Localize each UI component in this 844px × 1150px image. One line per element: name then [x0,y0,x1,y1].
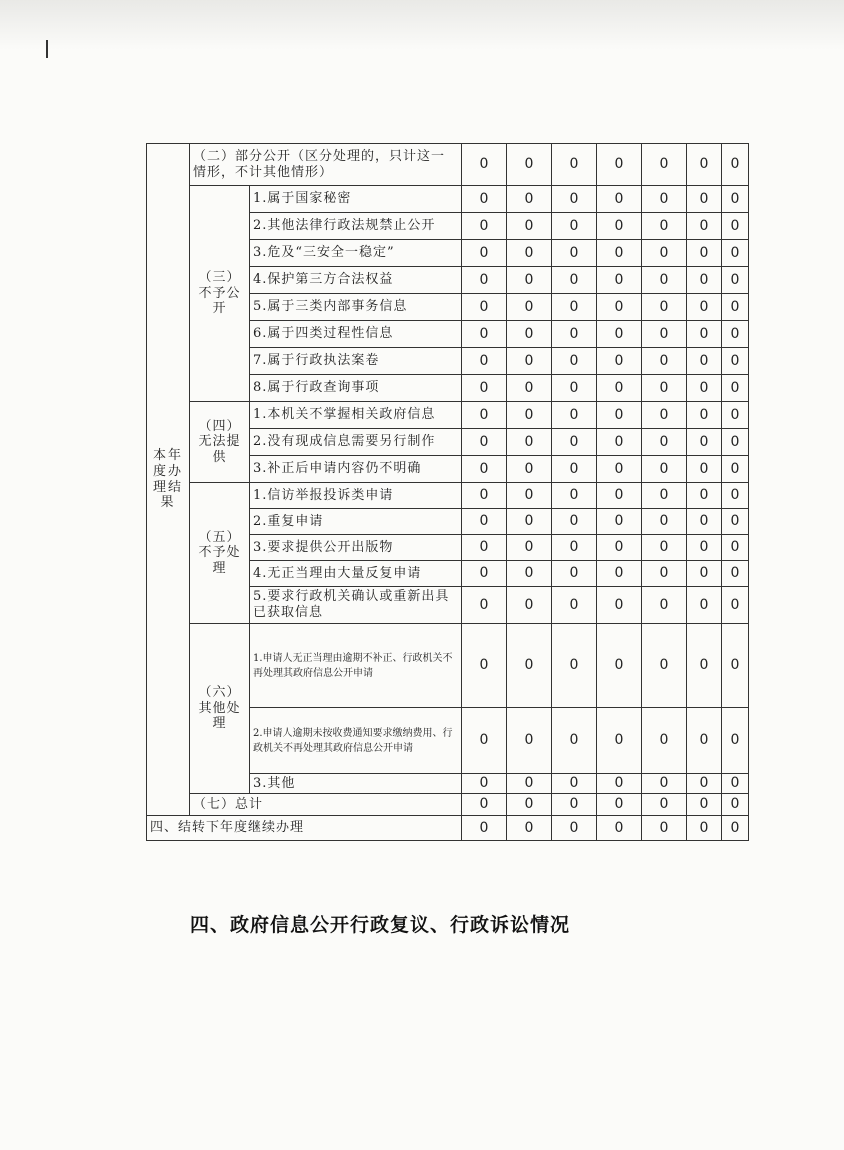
value-cell: 0 [687,794,722,816]
value-cell: 0 [687,456,722,483]
value-cell: 0 [597,144,642,186]
value-cell: 0 [507,816,552,841]
value-cell: 0 [507,561,552,587]
sub-item-label: 2.其他法律行政法规禁止公开 [250,213,462,240]
value-cell: 0 [552,375,597,402]
value-cell: 0 [687,509,722,535]
value-cell: 0 [507,708,552,774]
group-total: （七）总计 [190,794,462,816]
value-cell: 0 [642,321,687,348]
value-cell: 0 [722,587,749,624]
value-cell: 0 [462,375,507,402]
value-cell: 0 [462,708,507,774]
value-cell: 0 [642,213,687,240]
value-cell: 0 [462,816,507,841]
value-cell: 0 [687,774,722,794]
sub-item-label: 3.要求提供公开出版物 [250,535,462,561]
scan-shadow [0,0,844,50]
value-cell: 0 [642,624,687,708]
value-cell: 0 [462,267,507,294]
value-cell: 0 [687,375,722,402]
value-cell: 0 [552,294,597,321]
value-cell: 0 [597,483,642,509]
value-cell: 0 [552,429,597,456]
value-cell: 0 [722,294,749,321]
value-cell: 0 [462,624,507,708]
value-cell: 0 [507,624,552,708]
value-cell: 0 [687,587,722,624]
value-cell: 0 [687,483,722,509]
value-cell: 0 [687,240,722,267]
value-cell: 0 [642,144,687,186]
value-cell: 0 [552,561,597,587]
value-cell: 0 [507,483,552,509]
value-cell: 0 [552,774,597,794]
value-cell: 0 [597,708,642,774]
value-cell: 0 [462,429,507,456]
value-cell: 0 [687,816,722,841]
value-cell: 0 [722,774,749,794]
value-cell: 0 [552,321,597,348]
value-cell: 0 [687,708,722,774]
sub-item-label: 5.要求行政机关确认或重新出具已获取信息 [250,587,462,624]
value-cell: 0 [642,456,687,483]
value-cell: 0 [462,321,507,348]
value-cell: 0 [552,535,597,561]
value-cell: 0 [597,509,642,535]
value-cell: 0 [722,375,749,402]
value-cell: 0 [507,144,552,186]
value-cell: 0 [597,561,642,587]
value-cell: 0 [597,774,642,794]
value-cell: 0 [507,587,552,624]
value-cell: 0 [597,624,642,708]
value-cell: 0 [507,509,552,535]
value-cell: 0 [642,816,687,841]
value-cell: 0 [462,794,507,816]
value-cell: 0 [552,587,597,624]
sub-item-label: 2.申请人逾期未按收费通知要求缴纳费用、行政机关不再处理其政府信息公开申请 [250,708,462,774]
value-cell: 0 [462,774,507,794]
sub-item-label: 1.本机关不掌握相关政府信息 [250,402,462,429]
value-cell: 0 [722,213,749,240]
value-cell: 0 [687,402,722,429]
value-cell: 0 [507,267,552,294]
value-cell: 0 [507,456,552,483]
value-cell: 0 [462,294,507,321]
value-cell: 0 [597,816,642,841]
value-cell: 0 [722,561,749,587]
value-cell: 0 [462,587,507,624]
sub-item-label: 3.其他 [250,774,462,794]
value-cell: 0 [507,794,552,816]
value-cell: 0 [597,587,642,624]
value-cell: 0 [597,213,642,240]
value-cell: 0 [462,456,507,483]
sub-item-label: 1.信访举报投诉类申请 [250,483,462,509]
value-cell: 0 [462,186,507,213]
sub-item-label: 4.保护第三方合法权益 [250,267,462,294]
sub-item-label: 2.重复申请 [250,509,462,535]
sub-item-label: 1.申请人无正当理由逾期不补正、行政机关不再处理其政府信息公开申请 [250,624,462,708]
group-not-processed: （五）不予处理 [190,483,250,624]
value-cell: 0 [642,509,687,535]
carry-over-label: 四、结转下年度继续办理 [147,816,462,841]
value-cell: 0 [687,144,722,186]
group-partial-disclosure: （二）部分公开（区分处理的，只计这一情形，不计其他情形） [190,144,462,186]
value-cell: 0 [722,240,749,267]
value-cell: 0 [552,483,597,509]
value-cell: 0 [552,816,597,841]
value-cell: 0 [642,240,687,267]
header-cell-annual-results: 本年度办理结果 [147,144,190,816]
value-cell: 0 [507,429,552,456]
value-cell: 0 [642,794,687,816]
sub-item-label: 5.属于三类内部事务信息 [250,294,462,321]
value-cell: 0 [597,794,642,816]
value-cell: 0 [642,535,687,561]
value-cell: 0 [597,375,642,402]
value-cell: 0 [722,624,749,708]
value-cell: 0 [462,535,507,561]
value-cell: 0 [552,348,597,375]
value-cell: 0 [642,587,687,624]
sub-item-label: 2.没有现成信息需要另行制作 [250,429,462,456]
value-cell: 0 [597,294,642,321]
value-cell: 0 [687,535,722,561]
value-cell: 0 [597,348,642,375]
value-cell: 0 [462,144,507,186]
value-cell: 0 [507,535,552,561]
value-cell: 0 [507,213,552,240]
value-cell: 0 [687,267,722,294]
value-cell: 0 [722,708,749,774]
sub-item-label: 7.属于行政执法案卷 [250,348,462,375]
value-cell: 0 [597,402,642,429]
value-cell: 0 [462,213,507,240]
value-cell: 0 [642,774,687,794]
value-cell: 0 [462,483,507,509]
value-cell: 0 [462,561,507,587]
value-cell: 0 [552,267,597,294]
value-cell: 0 [642,294,687,321]
value-cell: 0 [687,429,722,456]
value-cell: 0 [687,213,722,240]
value-cell: 0 [722,429,749,456]
value-cell: 0 [507,294,552,321]
value-cell: 0 [507,375,552,402]
value-cell: 0 [597,321,642,348]
value-cell: 0 [722,483,749,509]
value-cell: 0 [722,402,749,429]
value-cell: 0 [552,456,597,483]
value-cell: 0 [642,483,687,509]
value-cell: 0 [722,816,749,841]
group-other: （六）其他处理 [190,624,250,794]
value-cell: 0 [462,509,507,535]
value-cell: 0 [642,561,687,587]
value-cell: 0 [552,708,597,774]
value-cell: 0 [722,267,749,294]
value-cell: 0 [507,240,552,267]
value-cell: 0 [507,321,552,348]
value-cell: 0 [722,509,749,535]
value-cell: 0 [552,213,597,240]
sub-item-label: 1.属于国家秘密 [250,186,462,213]
value-cell: 0 [507,402,552,429]
value-cell: 0 [642,429,687,456]
section-heading: 四、政府信息公开行政复议、行政诉讼情况 [190,914,571,936]
value-cell: 0 [507,186,552,213]
sub-item-label: 3.危及“三安全一稳定” [250,240,462,267]
disclosure-results-table [146,143,749,841]
scan-mark [46,40,48,58]
value-cell: 0 [687,186,722,213]
value-cell: 0 [722,794,749,816]
value-cell: 0 [687,294,722,321]
value-cell: 0 [462,402,507,429]
value-cell: 0 [552,402,597,429]
value-cell: 0 [552,794,597,816]
value-cell: 0 [722,321,749,348]
group-cannot-provide: （四）无法提供 [190,402,250,483]
value-cell: 0 [462,348,507,375]
value-cell: 0 [642,186,687,213]
value-cell: 0 [597,240,642,267]
value-cell: 0 [642,348,687,375]
value-cell: 0 [552,509,597,535]
value-cell: 0 [597,456,642,483]
value-cell: 0 [722,535,749,561]
value-cell: 0 [507,774,552,794]
value-cell: 0 [552,624,597,708]
sub-item-label: 8.属于行政查询事项 [250,375,462,402]
value-cell: 0 [722,144,749,186]
value-cell: 0 [597,267,642,294]
value-cell: 0 [687,561,722,587]
group-no-disclose: （三）不予公开 [190,186,250,402]
value-cell: 0 [552,240,597,267]
value-cell: 0 [462,240,507,267]
value-cell: 0 [597,535,642,561]
value-cell: 0 [687,624,722,708]
sub-item-label: 4.无正当理由大量反复申请 [250,561,462,587]
value-cell: 0 [552,186,597,213]
value-cell: 0 [552,144,597,186]
value-cell: 0 [687,321,722,348]
value-cell: 0 [722,348,749,375]
value-cell: 0 [642,375,687,402]
sub-item-label: 3.补正后申请内容仍不明确 [250,456,462,483]
value-cell: 0 [642,708,687,774]
value-cell: 0 [642,402,687,429]
value-cell: 0 [597,429,642,456]
sub-item-label: 6.属于四类过程性信息 [250,321,462,348]
value-cell: 0 [507,348,552,375]
value-cell: 0 [722,186,749,213]
value-cell: 0 [597,186,642,213]
value-cell: 0 [642,267,687,294]
value-cell: 0 [687,348,722,375]
value-cell: 0 [722,456,749,483]
